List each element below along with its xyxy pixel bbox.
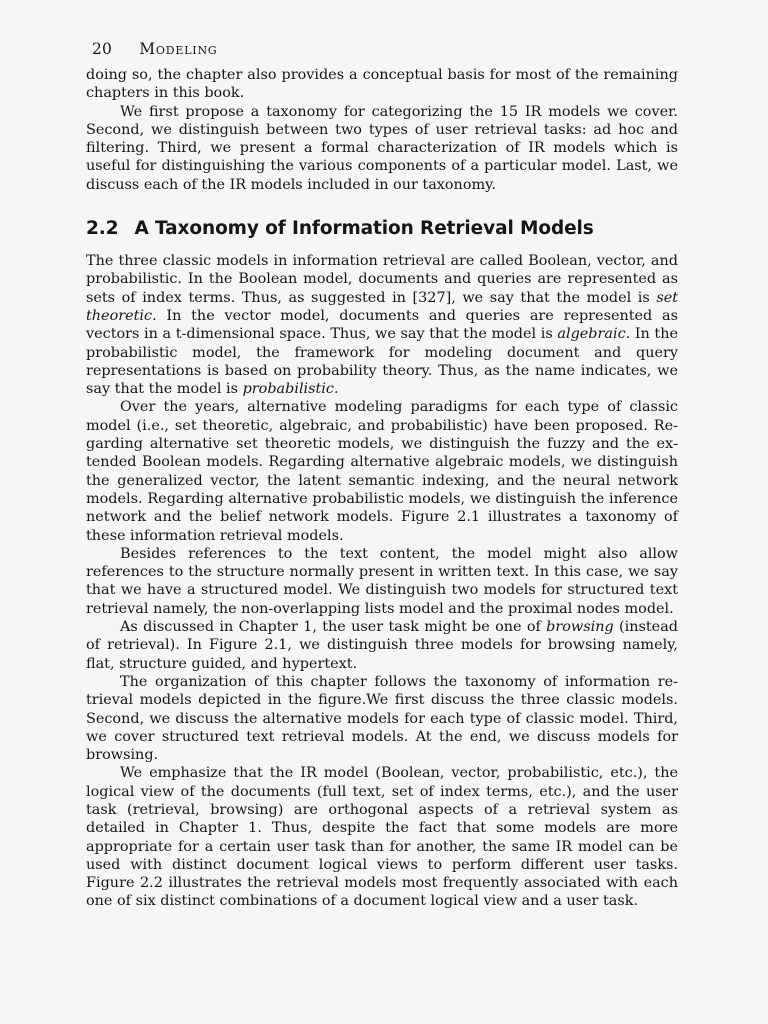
- text-run: (instead of retrieval). In Figure 2.1, we distinguish three models for browsing namely, flat, structure guided, and hypertext.: [86, 619, 678, 672]
- emphasis-algebraic: algebraic.: [557, 326, 631, 343]
- body-paragraph: Over the years, alternative modeling paradigms for each type of classic model (i.e., set theoretic, algebraic, and probabilistic) have been proposed. Regarding alternative set theoretic models, we distinguish the fuzzy and the extended Boolean models. Regarding alternative algebraic models, we distinguish the generalized vector, the latent semantic indexing, and the neural network models. Regarding alternative probabilistic models, we distinguish the inference network and the belief network models. Figure 2.1 illustrates a taxonomy of these information retrieval models.: [86, 399, 678, 544]
- text-run: The three classic models in information retrieval are called Boolean, vector, and probabilistic. In the Boolean model, documents and queries are represented as sets of index terms. Thus, as suggested in [327], we say that the model is: [86, 253, 678, 306]
- section-heading: [86, 218, 678, 239]
- chapter-title: Modeling: [139, 40, 218, 58]
- body-paragraph: [86, 618, 678, 673]
- section-body: [86, 252, 678, 911]
- intro-paragraph: doing so, the chapter also provides a conceptual basis for most of the remaining chapters in this book.: [86, 67, 678, 102]
- running-header: [92, 40, 678, 58]
- intro-paragraph: We first propose a taxonomy for categorizing the 15 IR models we cover. Second, we distinguish between two types of user retrieval tasks: ad hoc and filtering. Third, we present a formal characterization of IR models which is useful for distinguishing the various components of a particular model. Last, we discuss each of the IR models included in our taxonomy.: [86, 103, 678, 193]
- text-run: As discussed in Chapter 1, the user task might be one of: [120, 619, 547, 636]
- page-number: 20: [92, 40, 113, 58]
- section-number: 2.2: [86, 218, 119, 240]
- emphasis-browsing: browsing: [546, 619, 614, 636]
- body-paragraph: The organization of this chapter follows the taxonomy of information retrieval models depicted in the figure.We first discuss the three classic models. Second, we discuss the alternative models for each type of classic model. Third, we cover structured text retrieval models. At the end, we discuss models for browsing.: [86, 673, 678, 764]
- body-paragraph: We emphasize that the IR model (Boolean, vector, probabilistic, etc.), the logical view of the documents (full text, set of index terms, etc.), and the user task (retrieval, browsing) are orthogonal aspects of a retrieval system as detailed in Chapter 1. Thus, despite the fact that some models are more appropriate for a certain user task than for another, the same IR model can be used with distinct document logical views to perform different user tasks. Figure 2.2 illustrates the retrieval models most frequently associated with each one of six distinct combinations of a document logical view and a user task.: [86, 765, 678, 910]
- intro-text: [86, 66, 678, 194]
- body-paragraph: Besides references to the text content, the model might also allow references to the structure normally present in written text. In this case, we say that we have a structured model. We distinguish two models for structured text retrieval namely, the non-overlapping lists model and the proximal nodes model.: [86, 545, 678, 617]
- body-paragraph: [86, 252, 678, 398]
- text-run: In the probabilistic model, the framework for modeling document and query representations is based on probability theory. Thus, as the name indicates, we say that the model is: [86, 326, 678, 398]
- emphasis-set-theoretic: set theoretic.: [86, 289, 678, 324]
- emphasis-probabilistic: probabilistic.: [242, 381, 339, 398]
- text-run: In the vector model, documents and queries are represented as vectors in a t-dimensional space. Thus, we say that the model is: [86, 307, 678, 343]
- section-title: A Taxonomy of Information Retrieval Models: [134, 218, 594, 240]
